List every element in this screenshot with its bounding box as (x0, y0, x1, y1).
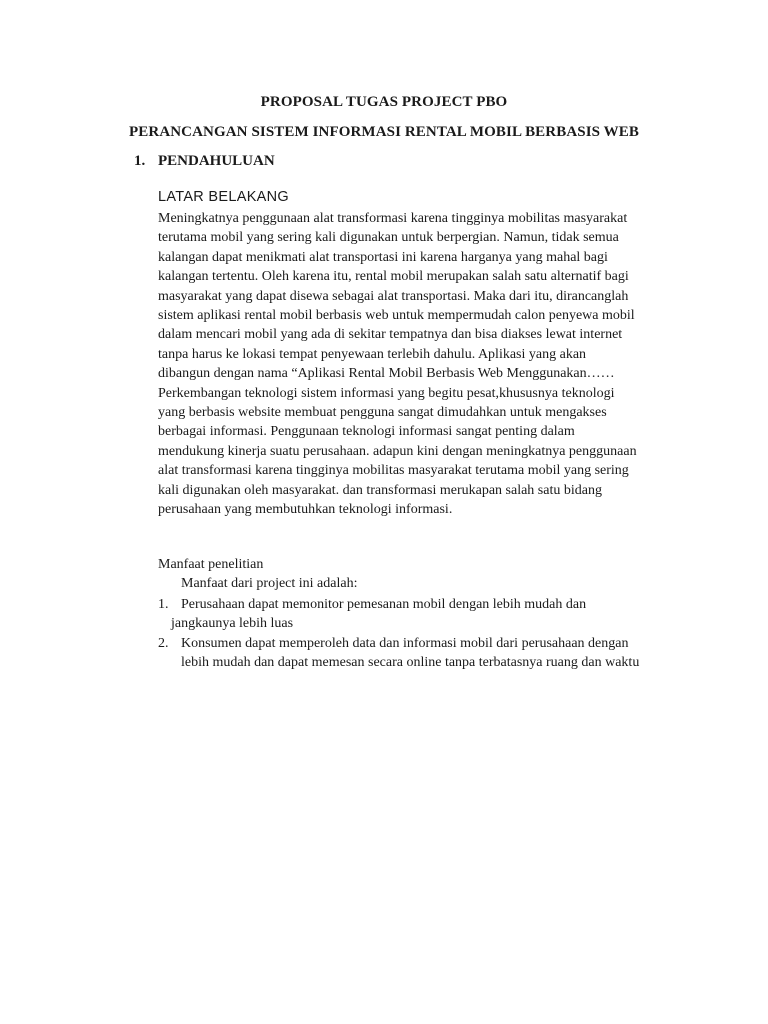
paragraph-line: mendukung kinerja suatu perusahaan. adapun kini dengan meningkatnya penggunaan (158, 443, 637, 459)
latar-belakang-paragraph (158, 209, 678, 520)
list-item-line: jangkaunya lebih luas (171, 616, 294, 632)
section-title: PENDAHULUAN (158, 153, 275, 169)
document-title: PROPOSAL TUGAS PROJECT PBO (260, 94, 508, 110)
paragraph-line: berbagai informasi. Penggunaan teknologi informasi sangat penting dalam (158, 424, 575, 440)
latar-belakang-heading: LATAR BELAKANG (158, 189, 289, 205)
paragraph-line: kali digunakan oleh masyarakat. dan transformasi merukapan salah satu bidang (158, 482, 602, 498)
paragraph-line: dibangun dengan nama “Aplikasi Rental Mobil Berbasis Web Menggunakan…… (158, 366, 615, 382)
paragraph-line: Perkembangan teknologi sistem informasi yang begitu pesat,khususnya teknologi (158, 385, 615, 401)
list-item-line: Konsumen dapat memperoleh data dan informasi mobil dari perusahaan dengan (181, 635, 629, 651)
list-marker: 1. (158, 597, 169, 612)
section-heading (134, 153, 275, 170)
paragraph-line: kalangan dapat menikmati alat transportasi ini karena harganya yang mahal bagi (158, 249, 608, 265)
manfaat-list (158, 595, 688, 673)
list-item (158, 595, 688, 634)
paragraph-line: perusahaan yang membutuhkan teknologi informasi. (158, 502, 453, 518)
manfaat-intro: Manfaat dari project ini adalah: (181, 576, 358, 591)
paragraph-line: dalam mencari mobil yang ada di sekitar tempatnya dan bisa diakses lewat internet (158, 327, 623, 343)
paragraph-line: tanpa harus ke lokasi tempat penyewaan terlebih dahulu. Aplikasi yang akan (158, 346, 587, 362)
paragraph-line: sistem aplikasi rental mobil berbasis web untuk mempermudah calon penyewa mobil (158, 308, 635, 324)
manfaat-heading: Manfaat penelitian (158, 557, 264, 572)
paragraph-line: yang berbasis website membuat pengguna sangat dimudahkan untuk mengakses (158, 405, 607, 421)
paragraph-line: masyarakat yang dapat disewa sebagai alat transportasi. Maka dari itu, dirancanglah (158, 288, 629, 304)
list-item-line: Perusahaan dapat memonitor pemesanan mobil dengan lebih mudah dan (181, 597, 587, 612)
paragraph-line: kalangan tertentu. Oleh karena itu, rental mobil merupakan salah satu alternatif bagi (158, 269, 629, 285)
paragraph-line: Meningkatnya penggunaan alat transformasi karena tingginya mobilitas masyarakat (158, 211, 628, 226)
document-subtitle: PERANCANGAN SISTEM INFORMASI RENTAL MOBIL BERBASIS WEB (129, 124, 639, 140)
list-marker: 2. (158, 635, 169, 651)
paragraph-line: terutama mobil yang sering kali digunakan untuk berpergian. Namun, tidak semua (158, 230, 619, 246)
section-number: 1. (134, 153, 146, 169)
list-item (158, 634, 688, 673)
paragraph-line: alat transformasi karena tingginya mobilitas masyarakat terutama mobil yang sering (158, 463, 629, 479)
list-item-line: lebih mudah dan dapat memesan secara online tanpa terbatasnya ruang dan waktu (181, 655, 640, 671)
